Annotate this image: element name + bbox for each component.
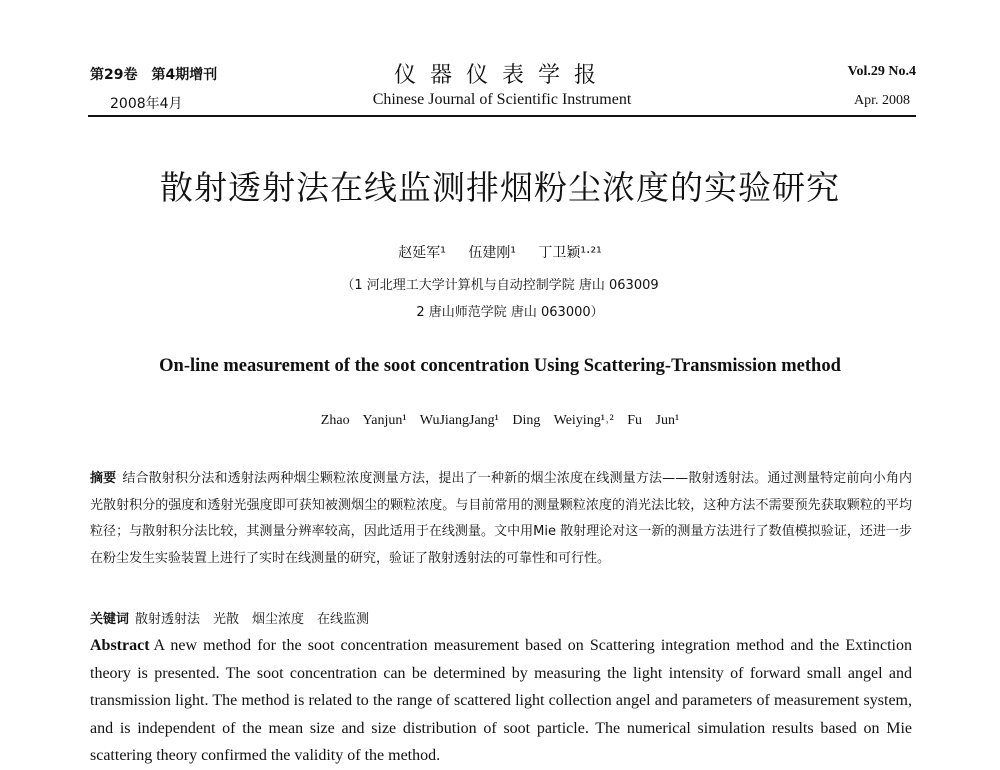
date-cn: 2008年4月 (110, 96, 183, 112)
affiliation-2: 2 唐山师范学院 唐山 063000） (416, 305, 604, 320)
keywords-cn (90, 608, 912, 627)
abstract-en-label: Abstract (90, 637, 150, 654)
abstract-cn-label: 摘要 (90, 471, 117, 486)
journal-name-cn: 仪器仪表学报 (393, 63, 610, 88)
authors-en: Zhao Yanjun¹ WuJiangJang¹ Ding Weiying¹˒² Fu Jun¹ (320, 413, 680, 428)
header-divider (88, 115, 916, 117)
abstract-en-text: A new method for the soot concentration measurement based on Scattering integration method and the Extinction theory is presented. The soot concentration can be determined by measuring the light intensity of forward small angel and transmission light. The method is related to the range of scattered light collection angel and parameters of measurement system, and is independent of the mean size and size distribution of soot particle. The numerical simulation results based on Mie scattering theory confirmed the validity of the method. (90, 637, 912, 764)
date-en: Apr. 2008 (854, 93, 910, 108)
abstract-cn-text: 结合散射积分法和透射法两种烟尘颗粒浓度测量方法，提出了一种新的烟尘浓度在线测量方法——散射透射法。通过测量特定前向小角内光散射积分的强度和透射光强度即可获知被测烟尘的颗粒浓度。与目前常用的测量颗粒浓度的消光法比较，这种方法不需要预先获取颗粒的平均粒径；与散射积分法比较，其测量分辨率较高，因此适用于在线测量。文中用Mie 散射理论对这一新的测量方法进行了数值模拟验证，还进一步在粉尘发生实验装置上进行了实时在线测量的研究，验证了散射透射法的可靠性和可行性。 (90, 471, 912, 566)
affiliation-1: （1 河北理工大学计算机与自动控制学院 唐山 063009 (341, 278, 659, 293)
keywords-cn-text: 散射透射法 光散 烟尘浓度 在线监测 (135, 612, 370, 627)
abstract-cn (90, 466, 912, 572)
authors-cn: 赵延军¹ 伍建刚¹ 丁卫颖¹·²¹ (398, 245, 602, 261)
journal-header (88, 58, 916, 116)
paper-title-cn: 散射透射法在线监测排烟粉尘浓度的实验研究 (160, 168, 840, 207)
volume-issue-cn: 第29卷 第4期增刊 (90, 67, 218, 83)
journal-name-en: Chinese Journal of Scientific Instrument (372, 91, 632, 108)
keywords-cn-label: 关键词 (90, 612, 130, 627)
abstract-en (90, 632, 912, 770)
volume-issue-en: Vol.29 No.4 (847, 64, 916, 79)
paper-title-en: On-line measurement of the soot concentration Using Scattering-Transmission method (159, 356, 841, 376)
